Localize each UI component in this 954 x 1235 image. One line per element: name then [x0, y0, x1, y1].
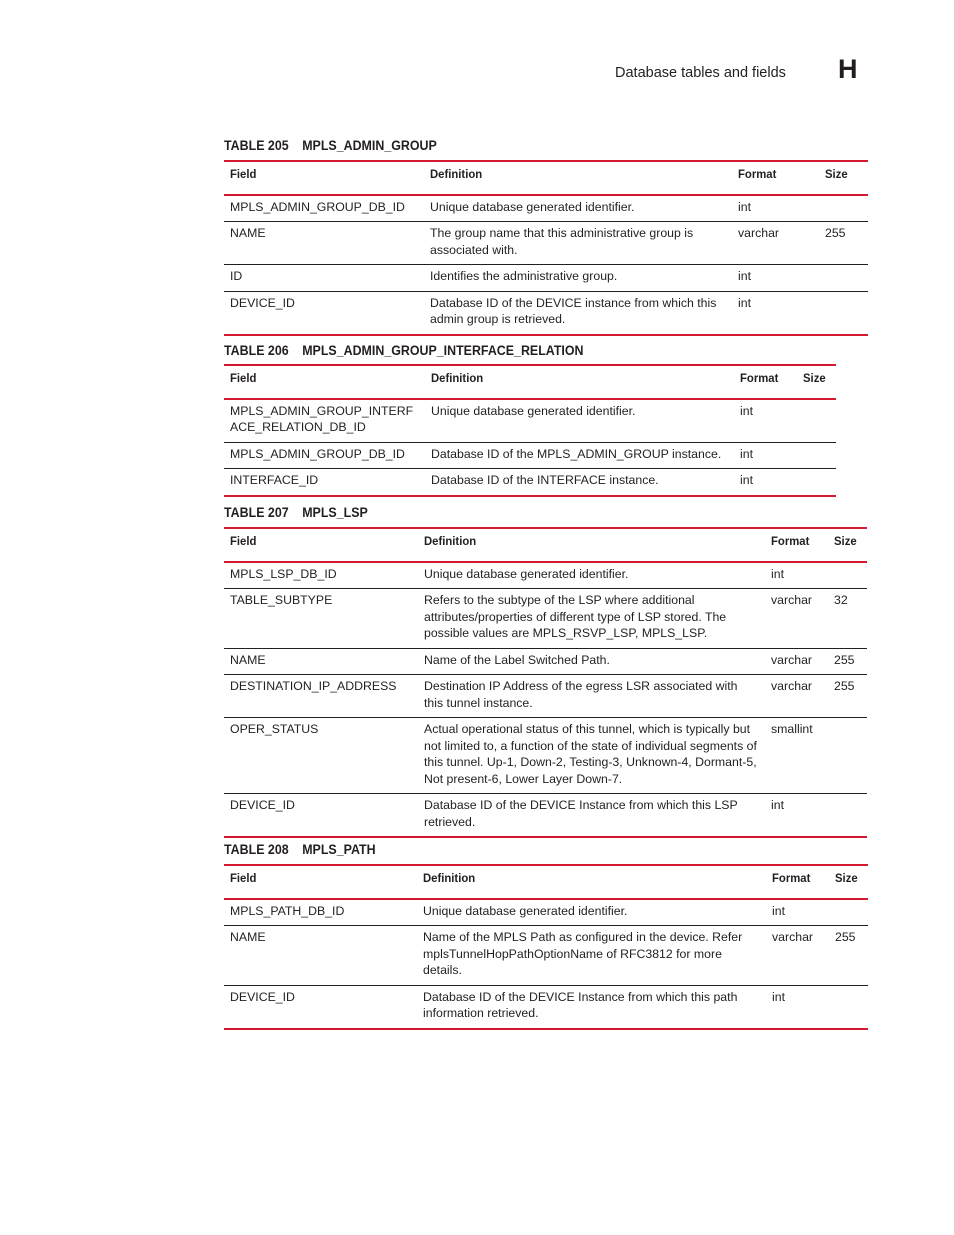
format-cell: int [734, 469, 797, 496]
column-header: Field [224, 865, 417, 899]
format-cell: varchar [732, 222, 819, 265]
field-cell: DEVICE_ID [224, 794, 418, 838]
column-header: Field [224, 528, 418, 562]
definition-cell: Database ID of the DEVICE Instance from which this LSP retrieved. [418, 794, 765, 838]
table-row [224, 648, 867, 675]
definition-cell: Name of the Label Switched Path. [418, 648, 765, 675]
column-header: Definition [424, 161, 732, 195]
format-cell: int [766, 899, 829, 926]
appendix-letter: H [838, 54, 858, 84]
field-cell: DEVICE_ID [224, 985, 417, 1029]
field-cell: INTERFACE_ID [224, 469, 425, 496]
size-cell [829, 985, 868, 1029]
field-cell: ID [224, 265, 424, 292]
size-cell [819, 265, 868, 292]
size-cell: 255 [819, 222, 868, 265]
table-caption-207 [224, 505, 368, 520]
table-name: MPLS_PATH [302, 842, 376, 857]
table-row [224, 985, 868, 1029]
table-row [224, 675, 867, 718]
size-cell [819, 195, 868, 222]
table-row [224, 926, 868, 986]
definition-cell: Unique database generated identifier. [418, 562, 765, 589]
table-caption-208 [224, 842, 376, 857]
table-caption-206 [224, 343, 584, 358]
table-row [224, 562, 867, 589]
column-header: Definition [418, 528, 765, 562]
format-cell: int [732, 195, 819, 222]
column-header: Definition [425, 365, 734, 399]
table-row [224, 265, 868, 292]
table-number: TABLE 205 [224, 138, 289, 153]
table-mpls-lsp [224, 527, 867, 838]
format-cell: varchar [765, 675, 828, 718]
field-cell: OPER_STATUS [224, 718, 418, 794]
field-cell: MPLS_ADMIN_GROUP_DB_ID [224, 195, 424, 222]
field-cell: MPLS_PATH_DB_ID [224, 899, 417, 926]
format-cell: varchar [766, 926, 829, 986]
field-cell: TABLE_SUBTYPE [224, 589, 418, 649]
table-row [224, 469, 836, 496]
table-row [224, 442, 836, 469]
definition-cell: Destination IP Address of the egress LSR associated with this tunnel instance. [418, 675, 765, 718]
table-name: MPLS_ADMIN_GROUP_INTERFACE_RELATION [302, 343, 584, 358]
column-header: Size [797, 365, 836, 399]
table-row [224, 718, 867, 794]
size-cell: 255 [829, 926, 868, 986]
table-number: TABLE 206 [224, 343, 289, 358]
size-cell [797, 469, 836, 496]
field-cell: NAME [224, 648, 418, 675]
field-cell: NAME [224, 926, 417, 986]
section-title: Database tables and fields [615, 65, 786, 81]
table-row [224, 589, 867, 649]
size-cell [828, 718, 867, 794]
table-row [224, 794, 867, 838]
table-name: MPLS_LSP [302, 505, 368, 520]
definition-cell: Refers to the subtype of the LSP where additional attributes/properties of different type of LSP stored. The possible values are MPLS_RSVP_LSP, MPLS_LSP. [418, 589, 765, 649]
size-cell [828, 794, 867, 838]
format-cell: int [765, 562, 828, 589]
field-cell: MPLS_ADMIN_GROUP_DB_ID [224, 442, 425, 469]
size-cell [797, 442, 836, 469]
definition-cell: Identifies the administrative group. [424, 265, 732, 292]
table-caption-205 [224, 138, 437, 153]
field-cell: DESTINATION_IP_ADDRESS [224, 675, 418, 718]
definition-cell: Name of the MPLS Path as configured in the device. Refer mplsTunnelHopPathOptionName of RFC3812 for more details. [417, 926, 766, 986]
definition-cell: Database ID of the MPLS_ADMIN_GROUP instance. [425, 442, 734, 469]
size-cell: 32 [828, 589, 867, 649]
size-cell [829, 899, 868, 926]
definition-cell: The group name that this administrative group is associated with. [424, 222, 732, 265]
size-cell [819, 291, 868, 335]
table-row [224, 399, 836, 443]
column-header: Field [224, 161, 424, 195]
definition-cell: Database ID of the DEVICE instance from which this admin group is retrieved. [424, 291, 732, 335]
table-row [224, 291, 868, 335]
field-cell: NAME [224, 222, 424, 265]
size-cell: 255 [828, 675, 867, 718]
column-header: Size [819, 161, 868, 195]
column-header: Format [765, 528, 828, 562]
column-header: Size [828, 528, 867, 562]
column-header: Definition [417, 865, 766, 899]
format-cell: int [732, 265, 819, 292]
format-cell: varchar [765, 589, 828, 649]
format-cell: smallint [765, 718, 828, 794]
column-header: Format [732, 161, 819, 195]
definition-cell: Unique database generated identifier. [424, 195, 732, 222]
column-header: Size [829, 865, 868, 899]
size-cell [828, 562, 867, 589]
column-header: Format [734, 365, 797, 399]
definition-cell: Database ID of the INTERFACE instance. [425, 469, 734, 496]
table-header-row [224, 365, 836, 399]
definition-cell: Actual operational status of this tunnel, which is typically but not limited to, a function of the state of individual segments of this tunnel. Up-1, Down-2, Testing-3, Unknown-4, Dormant-5, Not present-6, Lower Layer Down-7. [418, 718, 765, 794]
table-name: MPLS_ADMIN_GROUP [302, 138, 437, 153]
table-mpls-admin-group-interface-relation [224, 364, 836, 497]
column-header: Format [766, 865, 829, 899]
table-row [224, 195, 868, 222]
table-mpls-admin-group [224, 160, 868, 336]
format-cell: int [734, 399, 797, 443]
definition-cell: Unique database generated identifier. [425, 399, 734, 443]
table-header-row [224, 528, 867, 562]
column-header: Field [224, 365, 425, 399]
field-cell: DEVICE_ID [224, 291, 424, 335]
table-number: TABLE 208 [224, 842, 289, 857]
size-cell [797, 399, 836, 443]
format-cell: int [732, 291, 819, 335]
format-cell: int [765, 794, 828, 838]
definition-cell: Database ID of the DEVICE Instance from which this path information retrieved. [417, 985, 766, 1029]
definition-cell: Unique database generated identifier. [417, 899, 766, 926]
table-number: TABLE 207 [224, 505, 289, 520]
table-row [224, 222, 868, 265]
field-cell: MPLS_ADMIN_GROUP_INTERFACE_RELATION_DB_ID [224, 399, 425, 443]
table-row [224, 899, 868, 926]
format-cell: int [766, 985, 829, 1029]
table-mpls-path [224, 864, 868, 1030]
format-cell: varchar [765, 648, 828, 675]
size-cell: 255 [828, 648, 867, 675]
table-header-row [224, 161, 868, 195]
table-header-row [224, 865, 868, 899]
field-cell: MPLS_LSP_DB_ID [224, 562, 418, 589]
format-cell: int [734, 442, 797, 469]
